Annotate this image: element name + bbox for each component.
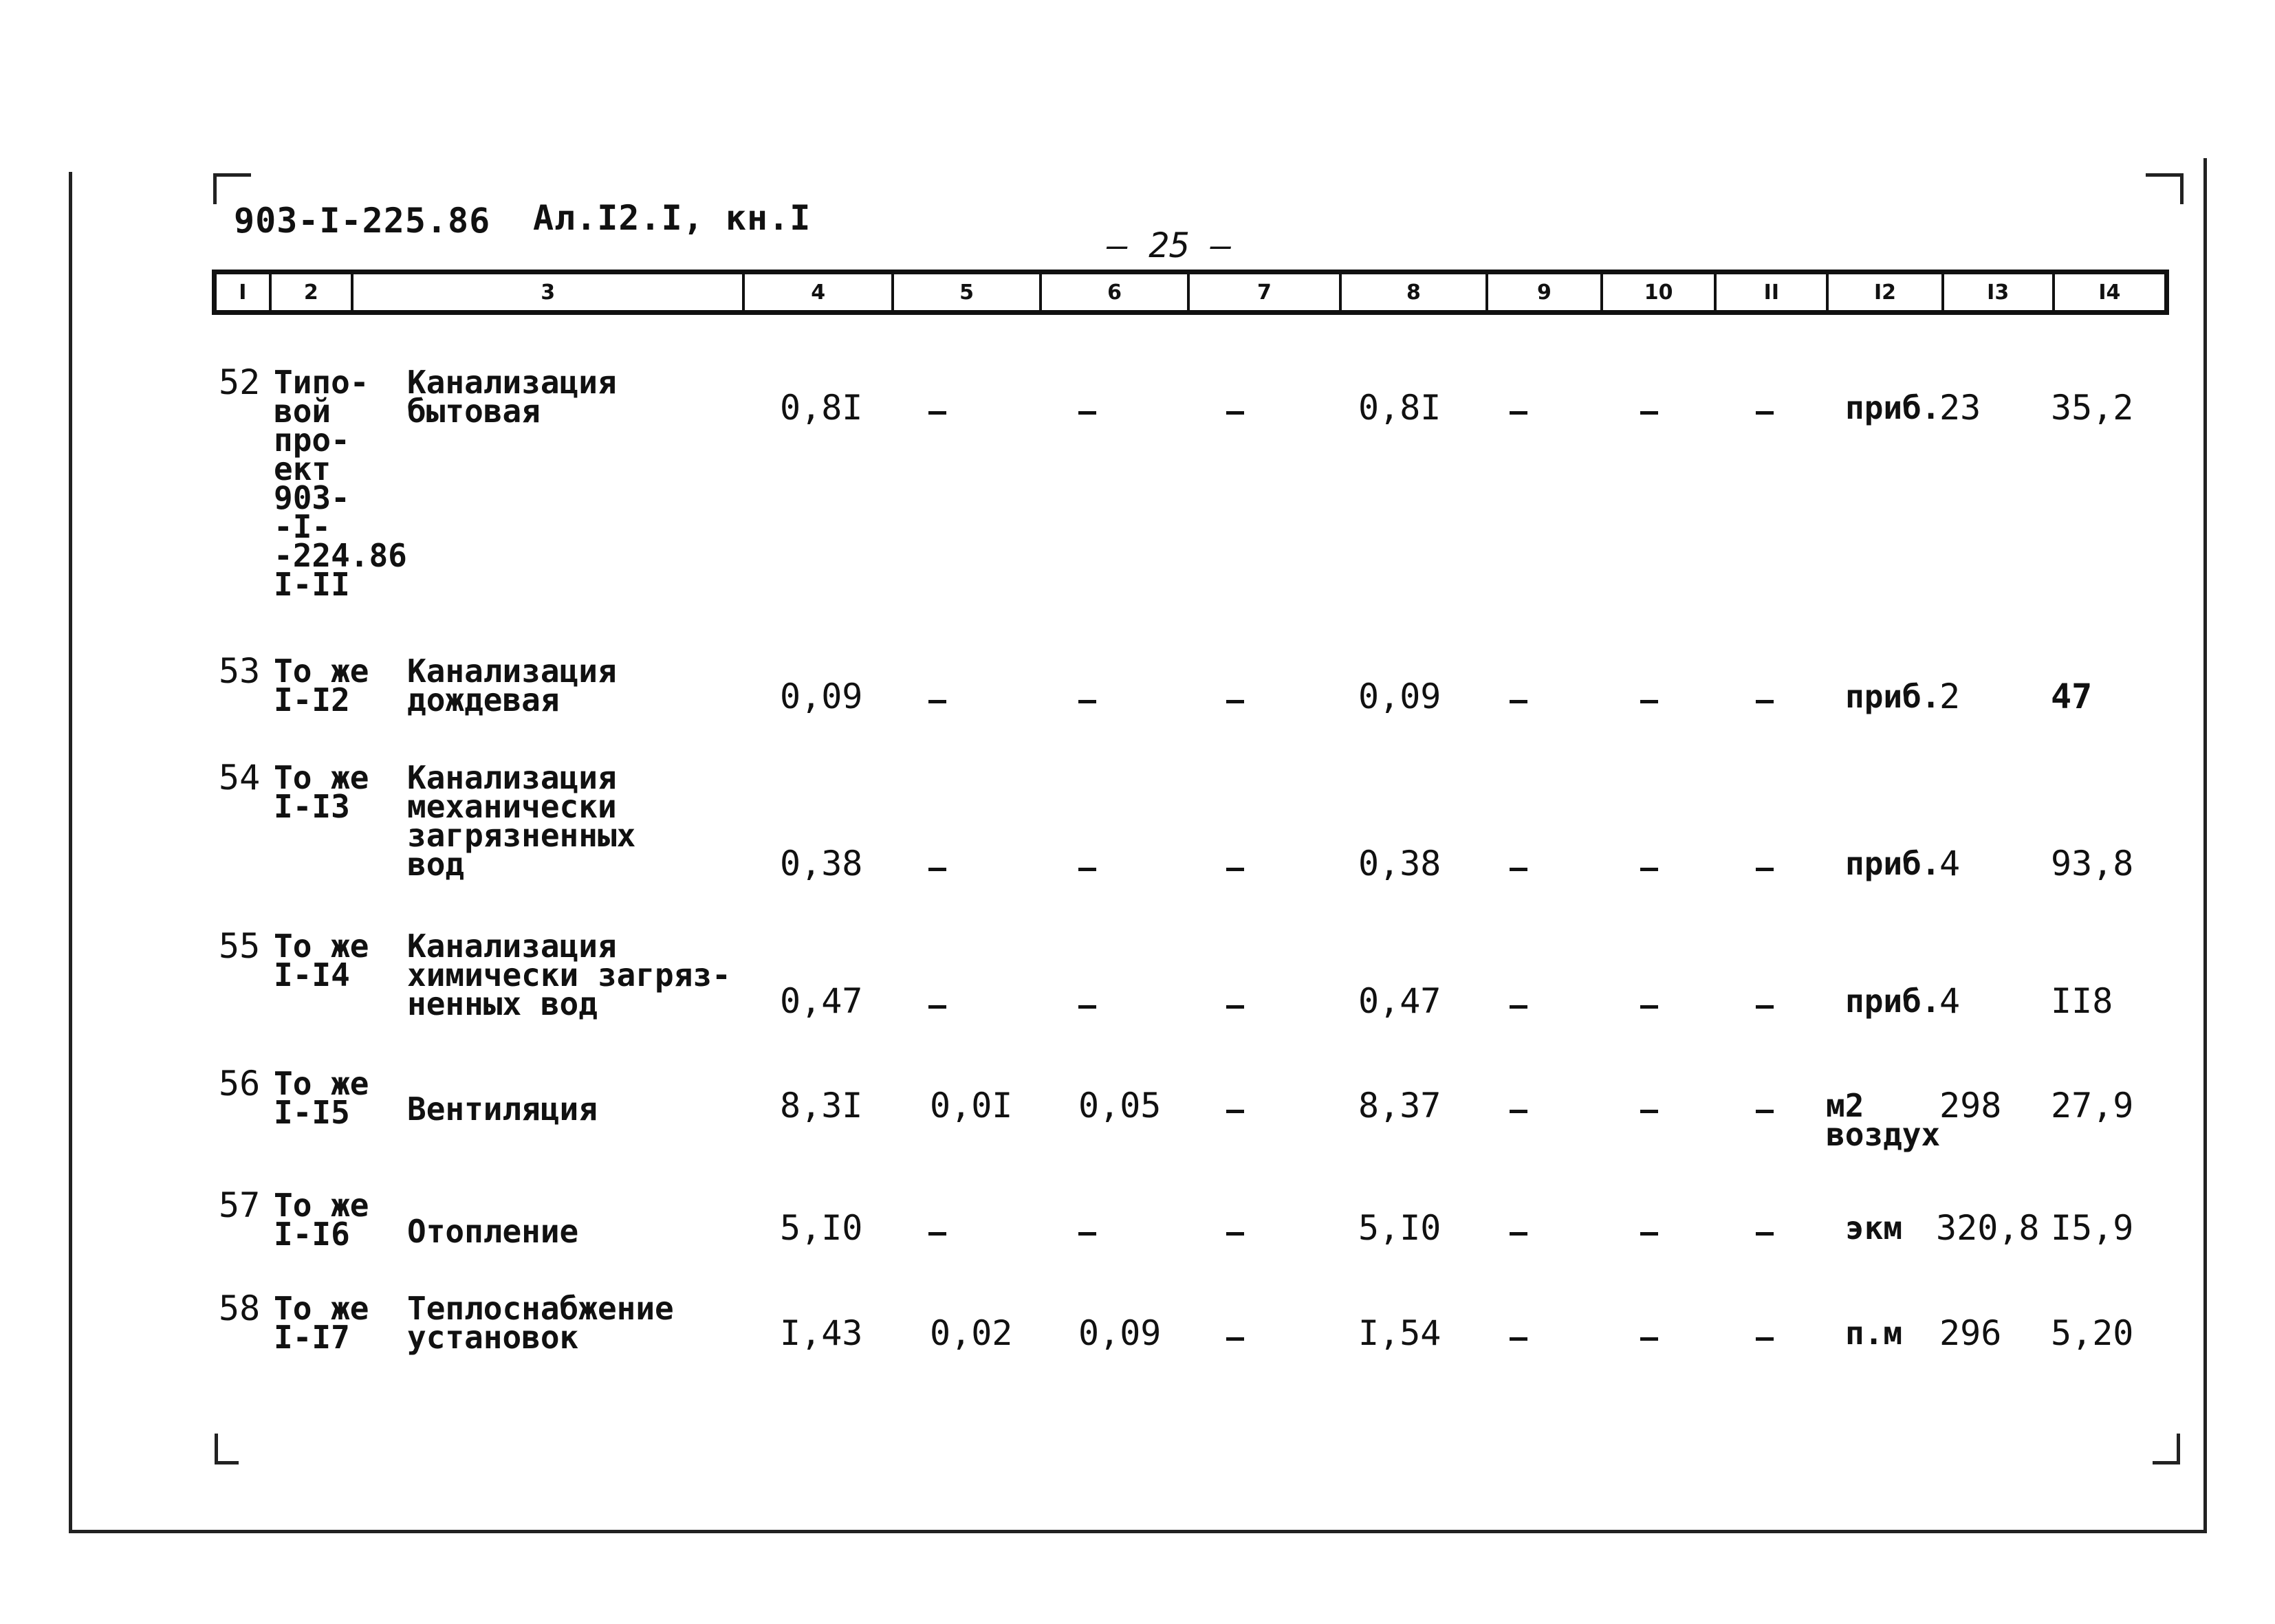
dash-col-9 <box>1510 1232 1527 1236</box>
value-col-13: 320,8 <box>1936 1208 2040 1248</box>
dash-col-6 <box>1078 700 1096 703</box>
value-col-13: 4 <box>1939 844 1961 884</box>
column-header-6: 6 <box>1042 274 1190 310</box>
dash-col-10 <box>1640 1110 1658 1113</box>
dash-col-7 <box>1226 700 1244 703</box>
row-number: 58 <box>219 1288 261 1328</box>
corner-mark-bottom-right <box>2153 1434 2180 1464</box>
row-number: 52 <box>219 362 261 402</box>
item-name: Канализация химически загряз- ненных вод <box>407 928 731 1022</box>
column-header-2: 2 <box>272 274 353 310</box>
value-col-14: 93,8 <box>2051 844 2134 884</box>
dash-col-11 <box>1756 868 1774 871</box>
document-code: 903-I-225.86 <box>234 201 491 241</box>
column-header-row <box>212 270 2169 315</box>
dash-col-11 <box>1756 1337 1774 1341</box>
album-reference: Ал.I2.I, кн.I <box>533 198 812 238</box>
dash-col-7 <box>1226 1110 1244 1113</box>
dash-col-11 <box>1756 411 1774 415</box>
frame-right-line <box>2203 158 2207 1533</box>
row-number: 56 <box>219 1064 261 1104</box>
project-reference: То же I-I5 <box>274 1065 369 1131</box>
row-number: 53 <box>219 651 261 691</box>
unit-col-12: приб. <box>1845 678 1941 715</box>
dash-col-9 <box>1510 1337 1527 1341</box>
project-reference: То же I-I2 <box>274 652 369 718</box>
dash-col-5 <box>928 1005 946 1009</box>
dash-col-10 <box>1640 1005 1658 1009</box>
value-col-4: 0,38 <box>780 844 863 884</box>
value-col-5: 0,0I <box>930 1086 1013 1126</box>
dash-col-6 <box>1078 1005 1096 1009</box>
project-reference: То же I-I6 <box>274 1187 369 1253</box>
dash-col-11 <box>1756 1232 1774 1236</box>
item-name: Канализация бытовая <box>407 364 617 430</box>
value-col-4: 8,3I <box>780 1086 863 1126</box>
value-col-8: 0,38 <box>1358 844 1441 884</box>
page-number: — 25 — <box>1107 226 1232 265</box>
value-col-14: I5,9 <box>2051 1208 2134 1248</box>
value-col-6: 0,05 <box>1078 1086 1162 1126</box>
dash-col-5 <box>928 411 946 415</box>
column-header-5: 5 <box>894 274 1042 310</box>
unit-col-12: приб. <box>1845 983 1941 1020</box>
unit-col-12: п.м <box>1845 1315 1903 1352</box>
dash-col-7 <box>1226 411 1244 415</box>
dash-col-9 <box>1510 1005 1527 1009</box>
unit-col-12: приб. <box>1845 845 1941 882</box>
column-header-11: II <box>1717 274 1829 310</box>
dash-col-6 <box>1078 868 1096 871</box>
dash-col-5 <box>928 700 946 703</box>
value-col-14: 5,20 <box>2051 1313 2134 1353</box>
dash-col-6 <box>1078 411 1096 415</box>
item-name: Вентиляция <box>407 1090 598 1128</box>
dash-col-5 <box>928 868 946 871</box>
dash-col-7 <box>1226 1005 1244 1009</box>
item-name: Канализация дождевая <box>407 652 617 718</box>
dash-col-5 <box>928 1232 946 1236</box>
project-reference: То же I-I7 <box>274 1290 369 1356</box>
value-col-14: 35,2 <box>2051 388 2134 428</box>
row-number: 57 <box>219 1185 261 1225</box>
dash-col-9 <box>1510 411 1527 415</box>
row-number: 55 <box>219 926 261 966</box>
column-header-9: 9 <box>1488 274 1603 310</box>
value-col-8: 0,47 <box>1358 981 1441 1021</box>
value-col-13: 4 <box>1939 981 1961 1021</box>
column-header-10: 10 <box>1603 274 1717 310</box>
dash-col-9 <box>1510 868 1527 871</box>
dash-col-10 <box>1640 868 1658 871</box>
dash-col-11 <box>1756 1110 1774 1113</box>
value-col-8: 0,8I <box>1358 388 1441 428</box>
dash-col-11 <box>1756 1005 1774 1009</box>
value-col-13: 23 <box>1939 388 1981 428</box>
project-reference: То же I-I3 <box>274 759 369 825</box>
value-col-13: 2 <box>1939 677 1961 716</box>
unit-col-12: м2 воздух <box>1826 1087 1941 1153</box>
value-col-8: I,54 <box>1358 1313 1441 1353</box>
frame-bottom-line <box>69 1530 2207 1533</box>
item-name: Теплоснабжение установок <box>407 1290 674 1356</box>
dash-col-10 <box>1640 411 1658 415</box>
dash-col-9 <box>1510 700 1527 703</box>
value-col-14: 47 <box>2051 677 2093 716</box>
item-name: Канализация механически загрязненных вод <box>407 759 636 883</box>
dash-col-10 <box>1640 1337 1658 1341</box>
value-col-8: 5,I0 <box>1358 1208 1441 1248</box>
value-col-4: 0,8I <box>780 388 863 428</box>
corner-mark-top-left <box>213 173 251 204</box>
dash-col-11 <box>1756 700 1774 703</box>
unit-col-12: приб. <box>1845 389 1941 426</box>
project-reference: Типо- вой про- ект 903- -I- -224.86 I-II <box>274 364 407 603</box>
item-name: Отопление <box>407 1213 579 1250</box>
column-header-13: I3 <box>1944 274 2055 310</box>
column-header-3: 3 <box>353 274 745 310</box>
column-header-1: I <box>217 274 272 310</box>
dash-col-9 <box>1510 1110 1527 1113</box>
dash-col-6 <box>1078 1232 1096 1236</box>
dash-col-10 <box>1640 700 1658 703</box>
unit-col-12: экм <box>1845 1209 1903 1247</box>
dash-col-10 <box>1640 1232 1658 1236</box>
value-col-8: 0,09 <box>1358 677 1441 716</box>
dash-col-7 <box>1226 1232 1244 1236</box>
column-header-14: I4 <box>2098 280 2121 305</box>
frame-left-line <box>69 172 72 1533</box>
value-col-5: 0,02 <box>930 1313 1013 1353</box>
column-header-12: I2 <box>1829 274 1944 310</box>
project-reference: То же I-I4 <box>274 928 369 994</box>
dash-col-7 <box>1226 868 1244 871</box>
value-col-4: 0,47 <box>780 981 863 1021</box>
value-col-4: 5,I0 <box>780 1208 863 1248</box>
column-header-7: 7 <box>1190 274 1342 310</box>
value-col-4: 0,09 <box>780 677 863 716</box>
value-col-6: 0,09 <box>1078 1313 1162 1353</box>
value-col-8: 8,37 <box>1358 1086 1441 1126</box>
corner-mark-bottom-left <box>215 1434 239 1464</box>
value-col-14: II8 <box>2051 981 2113 1021</box>
row-number: 54 <box>219 758 261 798</box>
corner-mark-top-right <box>2146 173 2184 204</box>
value-col-14: 27,9 <box>2051 1086 2134 1126</box>
value-col-13: 298 <box>1939 1086 2002 1126</box>
column-header-4: 4 <box>745 274 894 310</box>
column-header-8: 8 <box>1342 274 1488 310</box>
dash-col-7 <box>1226 1337 1244 1341</box>
value-col-13: 296 <box>1939 1313 2002 1353</box>
value-col-4: I,43 <box>780 1313 863 1353</box>
